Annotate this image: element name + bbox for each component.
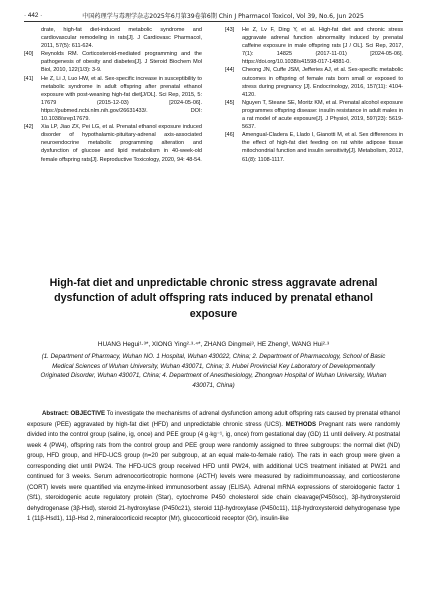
abstract bbox=[27, 409, 400, 525]
reference-number: [43] bbox=[225, 27, 235, 33]
references-section bbox=[24, 26, 403, 241]
journal-running-head: 中国药理学与毒理学杂志2025年6月第39卷第6期 Chin J Pharmacol Toxicol, Vol 39, No.6, Jun 2025 bbox=[82, 12, 364, 20]
abstract-objective-label: Abstract: OBJECTIVE bbox=[42, 410, 106, 417]
reference-number: [46] bbox=[225, 132, 235, 139]
reference-text: Amengual-Cladera E, Llado I, Gianotti M, et al. Sex differences in the effect of high-fat diet feeding on rat white adipose tissue mitochondrial function and insulin sensitivity[J]. Metabolism, 2012, 61(8): 1108-1117. bbox=[242, 132, 403, 163]
reference-number: [40] bbox=[24, 51, 34, 58]
reference-text: Xia LP, Jiao ZX, Pei LG, et al. Prenatal ethanol exposure induced disorder of hypothalamic-pituitary-adrenal axis-associated neuroendocrine metabolic programming alteration and dysfunction of glucose and lipid metabolism in 40-week-old female offspring rats[J]. Reproductive Toxicology, 2020, 94: 48-54. bbox=[41, 124, 202, 163]
reference-text: Cheong JN, Cuffe JSM, Jefferies AJ, et al. Sex-specific metabolic outcomes in offspring of female rats born small or exposed to stress during pregnancy [J]. Endocrinology, 2016, 157(11): 4104-4120. bbox=[242, 67, 403, 98]
reference-item bbox=[24, 26, 202, 50]
abstract-methods-text: Pregnant rats were randomly divided into the control group (saline, ig, once) and PEE group (4 g·kg⁻¹, ig, once) from gestational day (GD) 11 until delivery. At postnatal week 4 (PW4), offspring rats from the control group and PEE group were randomly assigned to three subgroups: the normal diet (ND) group, HFD group, and HFD-UCS group (n=20 per subgroup, at an equal male-to-female ratio). The rats in each group were given a corresponding diet until PW24. The HFD-UCS group received HFD until PW24, with additional UCS treatment initiated at PW21 and continued for 3 weeks. Serum adrenocorticotropic hormone (ACTH) levels were measured by radioimmunoassay, and corticosterone (CORT) levels were quantified via enzyme-linked immunosorbent assay (ELISA). Adrenal mRNA expressions of steroidogenic factor 1 (Sf1), steroidogenic acute regulatory protein (Star), cytochrome P450 cholesterol side chain cleavage(P450scc), 3β-hydroxysteroid dehydrogenase (3β-Hsd), steroid 21-hydroxylase (P450c21), steroid 11β-hydroxylase (P450c11), 11β-hydroxysteroid dehydrogenase type 1 (11β-Hsd1), 11β-Hsd 2, mineralocorticoid receptor (Mr), glucocorticoid receptor (Gr), insulin-like bbox=[27, 420, 400, 522]
reference-text: He Z, Li J, Luo HW, et al. Sex-specific increase in susceptibility to metabolic syndrome in adult offspring after prenatal ethanol exposure with post-weaning high-fat diet[J/OL]. Sci Rep, 2015, 5: 17679 (2015-12-03) [2024-05-06]. https://pubmed.ncbi.nlm.nih.gov/26631433/. DOI: 10.1038/srep17679. bbox=[41, 75, 202, 123]
page-header bbox=[24, 9, 403, 21]
reference-number: [45] bbox=[225, 99, 235, 106]
abstract-methods-label: METHODS bbox=[285, 420, 317, 428]
reference-text: He Z, Lv F, Ding Y, et al. High-fat diet and chronic stress aggravate adrenal function abnormality induced by prenatal caffeine exposure in male offspring rats [J / OL]. Sci Rep, 2017, 7(1): 14825 (2017-11-01) [2024-05-06]. https://doi.org/10.1038/s41598-017-14881-0. bbox=[242, 27, 403, 66]
reference-item bbox=[225, 26, 403, 66]
reference-number: [42] bbox=[24, 124, 34, 131]
reference-text: drate, high-fat diet-induced metabolic syndrome and cardiovascular remodeling in rats[J]. J Cardiovasc Pharmacol, 2011, 57(5): 611-624. bbox=[41, 27, 202, 50]
reference-item bbox=[225, 99, 403, 131]
reference-item bbox=[24, 123, 202, 163]
reference-text: Nguyen T, Steane SE, Moritz KM, et al. Prenatal alcohol exposure programmes offspring disease: insulin resistance in adult males in a rat model of acute exposure[J]. J Physiol, 2019, 597(23): 5619-5637. bbox=[242, 99, 403, 131]
abstract-objective-text: To investigate the mechanisms of adrenal dysfunction among adult offspring rats caused by prenatal ethanol exposure (PEE) aggravated by high-fat diet (HFD) and unpredictable chronic stress (UCS). bbox=[27, 410, 400, 428]
reference-item bbox=[24, 75, 202, 124]
reference-item bbox=[24, 50, 202, 74]
references-left-column bbox=[24, 26, 202, 241]
reference-item bbox=[225, 66, 403, 98]
reference-number bbox=[24, 26, 41, 50]
header-rule bbox=[24, 21, 403, 22]
affiliations: (1. Department of Pharmacy, Wuhan NO. 1 Hospital, Wuhan 430022, China; 2. Department of Pharmacology, School of Basic Medical Sciences of Wuhan University, Wuhan 430071, China; 3. Hubei Provincial Key Laboratory of Developmentally Originated Disorder, Wuhan 430071, China; 4. Department of Anesthesiology, Zhongnan Hospital of Wuhan University, Wuhan 430071, China) bbox=[40, 353, 387, 390]
abstract-paragraph bbox=[27, 409, 400, 525]
reference-text: Reynolds RM. Corticosteroid-mediated programming and the pathogenesis of obesity and diabetes[J]. J Steroid Biochem Mol Biol, 2010, 122(1/3): 3-9. bbox=[41, 51, 202, 74]
reference-number: [44] bbox=[225, 67, 235, 74]
reference-item bbox=[225, 131, 403, 163]
page-number: · 442 · bbox=[24, 11, 43, 19]
references-right-column bbox=[225, 26, 403, 241]
author-list: HUANG Hegui¹·³*, XIONG Ying²·³·⁴*, ZHANG Dingmei³, HE Zheng³, WANG Hui²·³ bbox=[97, 341, 330, 348]
reference-number: [41] bbox=[24, 75, 34, 82]
article-title: High-fat diet and unpredictable chronic stress aggravate adrenal dysfunction of adult offspring rats induced by prenatal ethanol exposure bbox=[49, 277, 378, 320]
